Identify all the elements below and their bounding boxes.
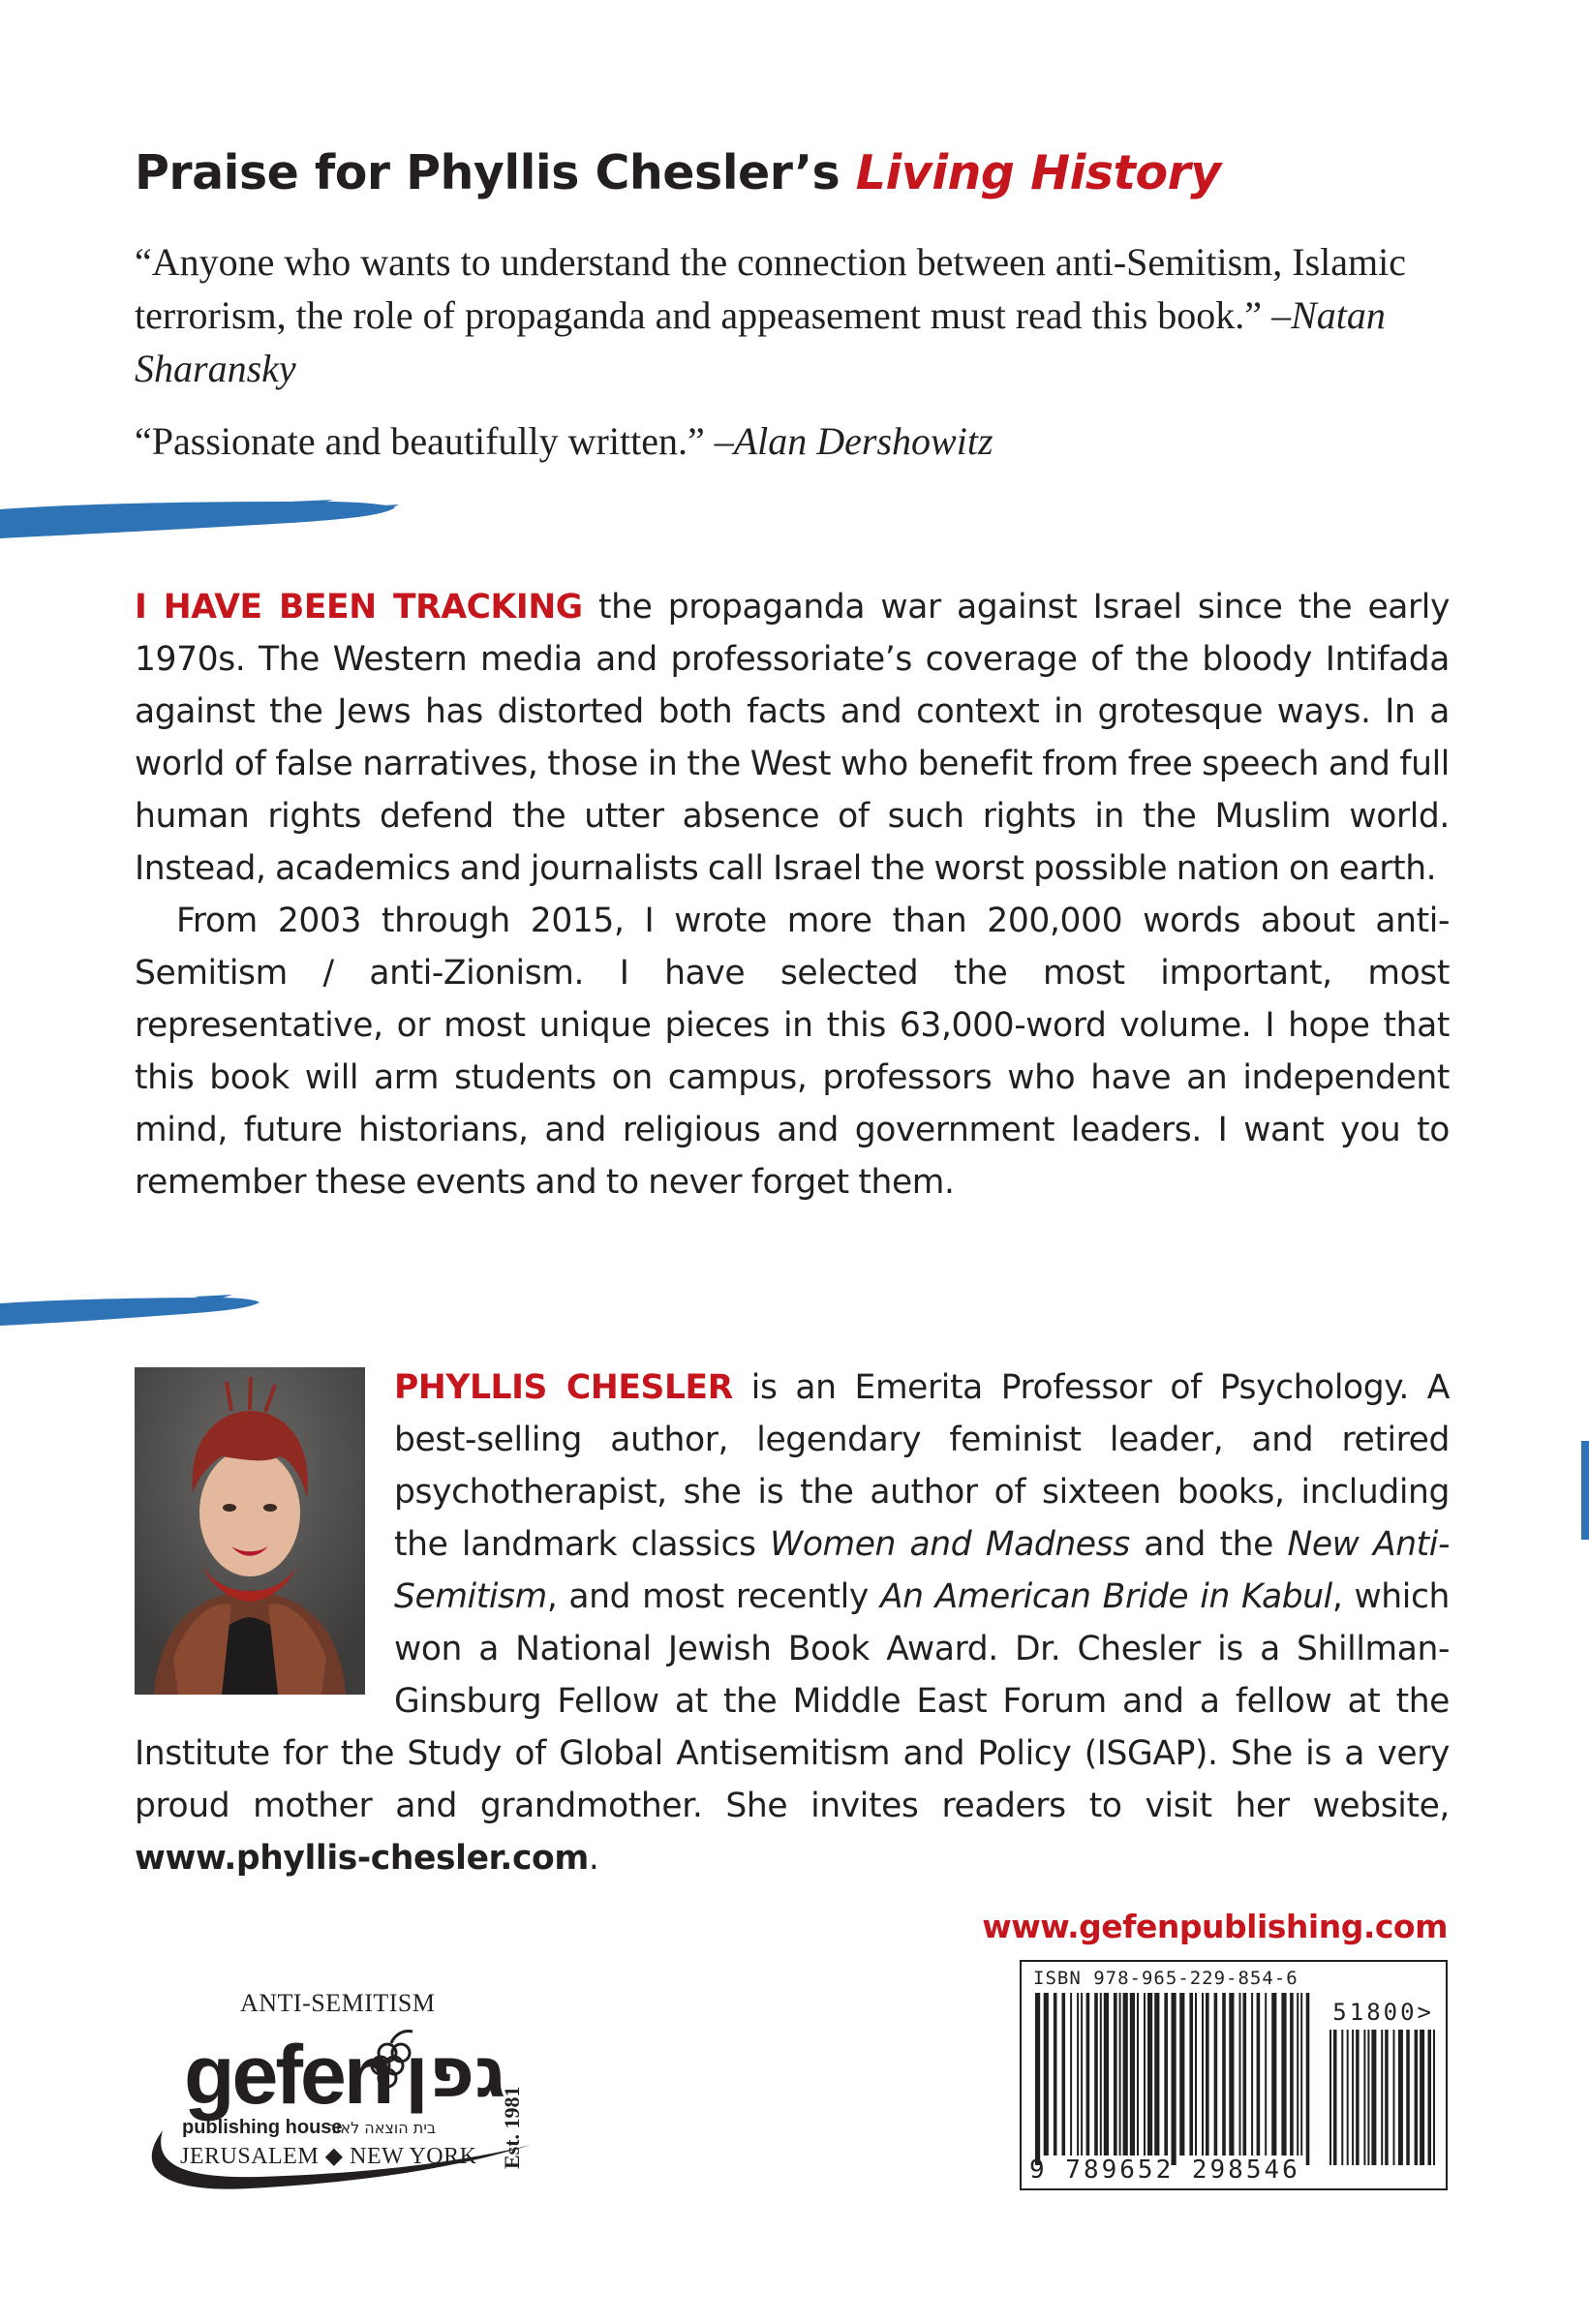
barcode-bar [1385,2030,1389,2165]
barcode-bar [1265,1993,1267,2156]
barcode-bar [1367,2030,1369,2165]
barcode-bar [1347,2030,1349,2165]
bio-section [135,1361,1450,1884]
blue-brush-stroke [0,496,407,544]
barcode-bar [1179,1993,1184,2156]
logo-cities: JERUSALEM ◆ NEW YORK [180,2144,477,2169]
barcode-bar [1054,1993,1057,2156]
edge-color-mark [1581,1441,1589,1540]
barcode-bar [1164,1993,1168,2156]
barcode-bar [1222,1993,1226,2156]
bio-text: . [588,1839,599,1878]
barcode-bar [1381,2030,1383,2165]
intro-paragraph-2: From 2003 through 2015, I wrote more than 200,000 words about anti-Semitism / anti-Zionism. I have selected the most important, most representative, or most unique pieces in this 63,000-word volume. I hope that this book will arm students on campus, professors who have an independent mind, future historians, and religious and government leaders. I want you to remember these events and to never forget them. [135,902,1450,1202]
barcode-digits: 9 789652 298546 [1029,2156,1300,2185]
barcode-bar [1077,1993,1079,2156]
intro-section [135,581,1450,1208]
praise-quote-2 [135,414,1471,468]
praise-quote-1 [135,235,1471,395]
barcode-bar [1271,1993,1276,2156]
bio-text: and the [1129,1525,1288,1564]
barcode-bar [1239,1993,1241,2156]
quote-text: “Anyone who wants to understand the connection between anti-Semitism, Islamic terrorism, the role of propaganda and appeasement must read this book.” [135,240,1407,337]
intro-paragraph-1 [135,581,1450,895]
barcode-bar [1243,1993,1247,2156]
barcode-bar [1202,1993,1204,2156]
praise-heading [135,145,1221,200]
barcode-bar [1147,1993,1152,2156]
logo-hebrew-wordmark: גפן [405,2032,506,2113]
barcode-bar [1363,2030,1365,2165]
price-addon-code: 51800> [1332,1999,1434,2026]
barcode-bar [1352,2030,1354,2165]
quote-text: “Passionate and beautifully written.” [135,419,705,463]
book-women-and-madness: Women and Madness [770,1525,1130,1564]
barcode-bar [1130,1993,1135,2156]
praise-heading-prefix: Praise for Phyllis Chesler’s [135,145,856,200]
barcode-bar [1433,2030,1435,2165]
barcode-bar [1035,1993,1040,2165]
barcode-bar [1144,1993,1146,2156]
barcode-bar [1415,2030,1419,2165]
bio-text: , which won a National Jewish Book Award. Dr. Chesler is a Shillman-Ginsburg Fellow at the Middle East Forum and a fellow at the Institute for the Study of Global Antisemitism and Policy (ISGAP). She is a very proud mother and grandmother. She invites readers to visit her website, [135,1577,1450,1825]
barcode-bar [1123,1993,1128,2156]
isbn-number: ISBN 978-965-229-854-6 [1033,1968,1299,1989]
logo-hebrew-subtitle: בית הוצאה לאור [327,2119,437,2137]
barcode-bar [1341,2030,1343,2165]
barcode-bar [1333,2030,1337,2165]
logo-established: Est. 1981 [500,2086,524,2169]
barcode-bar [1420,2030,1424,2165]
quote-attribution: –Alan Dershowitz [714,419,993,463]
barcode-bar [1398,2030,1403,2165]
logo-subtitle: publishing house [182,2117,343,2138]
book-american-bride: An American Bride in Kabul [879,1577,1332,1616]
barcode-bar [1281,1993,1286,2156]
barcode-bar [1229,1993,1234,2156]
gefen-publisher-logo [134,2024,540,2198]
isbn-barcode [1020,1960,1448,2190]
barcode-bar [1062,1993,1066,2156]
barcode-bar [1172,1993,1176,2165]
author-name: PHYLLIS CHESLER [394,1368,733,1407]
barcode-bar [1428,2030,1432,2165]
barcode-bar [1356,2030,1360,2165]
barcode-bar [1081,1993,1083,2156]
barcode-bar [1100,1993,1102,2156]
intro-lead: I HAVE BEEN TRACKING [135,588,583,627]
intro-text: the propaganda war against Israel since the early 1970s. The Western media and professoriate’s coverage of the bloody Intifada against the Jews has distorted both facts and context in grotesque ways. In a world of false narratives, those in the West who benefit from free speech and full human rights defend the utter absence of such rights in the Muslim world. Instead, academics and journalists call Israel the worst possible nation on earth. [135,588,1450,888]
book-title: Living History [855,145,1221,200]
barcode-bar [1297,1993,1299,2156]
barcode-bar [1154,1993,1159,2156]
barcode-bar [1070,1993,1072,2156]
category-label: ANTI-SEMITISM [240,1989,436,2017]
barcode-bar [1300,1993,1302,2156]
barcode-bar [1119,1993,1121,2156]
barcode-bar [1393,2030,1395,2165]
barcode-bar [1044,1993,1049,2156]
bio-text: is an Emerita Professor of Psychology. A best-selling author, legendary feminist leader, and retired psychotherapist, she is the author of sixteen books, including the landmark classics [394,1368,1451,1564]
barcode-bar [1195,1993,1197,2156]
book-new-anti-semitism: New Anti-Semitism [394,1525,1451,1616]
barcode-bar [1406,2030,1410,2165]
author-website: www.phyllis-chesler.com [135,1839,589,1878]
barcode-bar [1257,1993,1261,2156]
publisher-website: www.gefenpublishing.com [982,1908,1448,1945]
barcode-bar [1094,1993,1098,2156]
barcode-bar [1137,1993,1139,2156]
barcode-bar [1251,1993,1253,2156]
quote-attribution: –Natan Sharansky [135,293,1386,390]
barcode-bar [1189,1993,1193,2156]
barcode-bar [1214,1993,1218,2156]
barcode-bar [1329,2030,1331,2165]
barcode-bar [1104,1993,1109,2156]
barcode-bar [1306,1993,1310,2165]
bio-text: , and most recently [546,1577,880,1616]
barcode-bar [1290,1993,1294,2156]
barcode-bar [1114,1993,1117,2156]
author-photo [135,1367,365,1695]
blue-brush-stroke [0,1292,271,1330]
barcode-bar [1086,1993,1090,2156]
barcode-bar [1206,1993,1209,2156]
logo-wordmark: gefen [184,2029,392,2122]
barcode-bar [1371,2030,1376,2165]
